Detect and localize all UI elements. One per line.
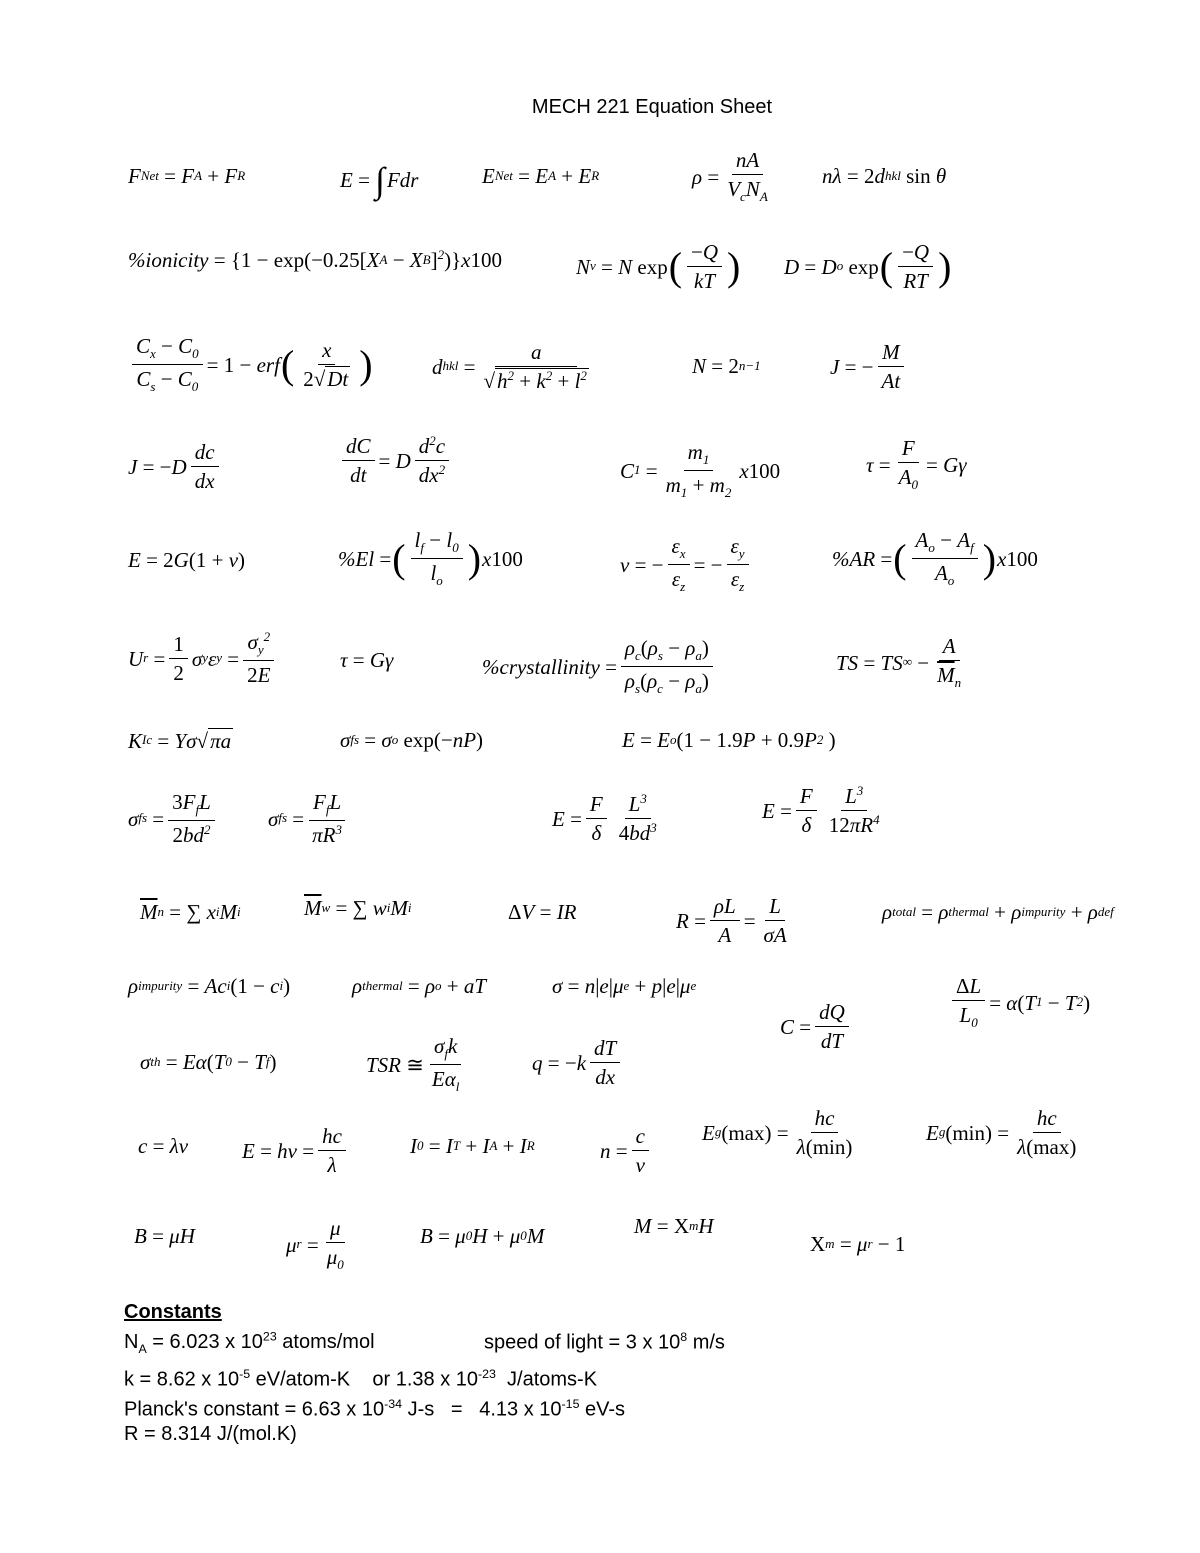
eq-refractive-index: n = $\frac{c}{\nu}$ bbox=[600, 1124, 653, 1177]
eq-shear-stress: τ = $\frac{F}{A_0}$ = Gγ bbox=[866, 436, 967, 493]
eq-flexural-strength-circular: σ fs = $\frac{F_fL}{\pi R^3}$ bbox=[268, 790, 350, 847]
eq-net-force: F Net = F A + F R bbox=[128, 164, 246, 188]
eq-magnetic-induction: B = μH bbox=[134, 1224, 195, 1248]
eq-percent-elongation: %El = ( $\frac{l_f - l_0}{l_o}$ ) x 100 bbox=[338, 528, 523, 589]
eq-heat-capacity: C = $\frac{dQ}{dT}$ bbox=[780, 1000, 853, 1053]
eq-flexural-modulus-circular: E = $\frac{F}{\delta}$ $\frac{L^3}{12\pi R^4}$ bbox=[762, 783, 880, 838]
eq-magnetic-induction-magnetization: B = μ 0 H + μ 0 M bbox=[420, 1224, 545, 1248]
eq-fick-second-law: $\frac{dC}{dt}$ = D $\frac{d^2c}{dx^2}$ bbox=[338, 434, 453, 487]
constants-heading: Constants bbox=[124, 1301, 222, 1323]
eq-thermal-stress: σ th = Eα ( T 0 − T f ) bbox=[140, 1050, 277, 1074]
eq-flexural-modulus-rectangular: E = $\frac{F}{\delta}$ $\frac{L^3}{4bd^3}$ bbox=[552, 791, 657, 846]
eq-density: ρ = $\frac{nA}{V_cN_A}$ bbox=[692, 148, 768, 205]
eq-bragg-law: nλ = 2 d hkl sin θ bbox=[822, 164, 947, 188]
eq-diffusivity: D = D o exp ( $\frac{-Q}{RT}$ ) bbox=[784, 240, 952, 294]
eq-light-intensity: I 0 = I T + I A + I R bbox=[410, 1134, 535, 1158]
eq-fracture-toughness: K Ic = Yσ √ πa bbox=[128, 728, 232, 753]
eq-wave-speed: c = λν bbox=[138, 1134, 189, 1158]
boltzmann-constant: k = 8.62 x $10^{-5}$ eV/atom-K or 1.38 x $10^{-23}$ J/atoms-K bbox=[124, 1366, 598, 1391]
eq-percent-ionicity: %ionicity = {1 − exp(−0.25[ X A − X B ]$^2$)} x 100 bbox=[128, 247, 502, 272]
eq-flux-mass: J = − $\frac{M}{At}$ bbox=[830, 340, 908, 393]
eq-ohms-law: Δ V = IR bbox=[508, 900, 577, 924]
constants-section bbox=[124, 1300, 725, 1446]
eq-band-gap-max: E g (max) = $\frac{hc}{\lambda(\min)}$ bbox=[702, 1106, 853, 1160]
eq-magnetic-susceptibility: X m = μ r − 1 bbox=[810, 1232, 906, 1256]
eq-weight-average-molecular-weight: $\overline{M}$ w = ∑ w i M i bbox=[304, 896, 412, 920]
eq-band-gap-min: E g (min) = $\frac{hc}{\lambda(\max)}$ bbox=[926, 1106, 1077, 1160]
eq-heat-flux: q = − k $\frac{dT}{dx}$ bbox=[532, 1036, 624, 1089]
eq-interplanar-spacing: d hkl = $\frac{a}{√h^2 + k^2 + l^2}$ bbox=[432, 340, 587, 394]
eq-vacancy-concentration: N v = N exp ( $\frac{-Q}{kT}$ ) bbox=[576, 240, 741, 294]
eq-modulus-of-resilience: U r = $\frac{1}{2}$ σ y ε y = $\frac{\sigma_y^2}{2E}$ bbox=[128, 630, 278, 687]
eq-impurity-resistivity: ρ impurity = Ac i (1 − c i ) bbox=[128, 974, 291, 998]
page-title: MECH 221 Equation Sheet bbox=[531, 96, 773, 118]
eq-grain-size-number: N = 2 n−1 bbox=[692, 354, 761, 378]
speed-of-light-constant: speed of light = 3 x $10^8$ m/s bbox=[484, 1329, 725, 1354]
eq-shear-stress-strain: τ = Gγ bbox=[340, 648, 394, 672]
eq-net-energy: E Net = E A + E R bbox=[482, 164, 600, 188]
eq-tensile-strength-molecular-weight: TS = TS ∞ − $\frac{A}{\overline{M}_n}$ bbox=[836, 634, 962, 691]
eq-energy-integral: E = ∫ Fdr bbox=[340, 160, 419, 200]
eq-percent-area-reduction: %AR = ( $\frac{A_o - A_f}{A_o}$ ) x 100 bbox=[832, 528, 1038, 589]
eq-poisson-ratio: ν = − $\frac{\varepsilon_x}{\varepsilon_z}$ = − $\frac{\varepsilon_y}{\varepsilon_z}$ bbox=[620, 534, 753, 595]
eq-flexural-strength-porosity: σ fs = σ o exp(− nP ) bbox=[340, 728, 484, 752]
eq-modulus-porosity: E = E o (1 − 1.9 P + 0.9 P 2 ) bbox=[622, 728, 836, 752]
eq-thermal-resistivity: ρ thermal = ρ o + aT bbox=[352, 974, 487, 998]
eq-flexural-strength-rectangular: σ fs = $\frac{3F_fL}{2bd^2}$ bbox=[128, 790, 219, 847]
eq-elastic-moduli-relation: E = 2 G (1 + ν ) bbox=[128, 548, 246, 572]
eq-number-average-molecular-weight: $\overline{M}$ n = ∑ x i M i bbox=[140, 900, 241, 924]
eq-magnetization: M = X m H bbox=[634, 1214, 714, 1238]
eq-thermal-shock-resistance: TSR ≅ $\frac{\sigma_fk}{E\alpha_l}$ bbox=[366, 1034, 460, 1095]
eq-weight-percent: C 1 = $\frac{m_1}{m_1 + m_2}$ x 100 bbox=[620, 440, 781, 501]
constant-row-avogadro bbox=[124, 1325, 725, 1362]
eq-resistance: R = $\frac{\rho L}{A}$ = $\frac{L}{\sigma A}$ bbox=[676, 894, 787, 948]
eq-fick-second-law-solution: $\frac{C_x - C_0}{C_s - C_0}$ = 1 − erf ( $\frac{x}{2√Dt}$ ) bbox=[128, 334, 374, 395]
eq-thermal-expansion: $\frac{\Delta L}{L_0}$ = α ( T 1 − T 2 ) bbox=[948, 974, 1090, 1031]
eq-total-resistivity: ρ total = ρ thermal + ρ impurity + ρ def bbox=[882, 900, 1114, 924]
eq-relative-permeability: μ r = $\frac{\mu}{\mu_0}$ bbox=[286, 1216, 344, 1273]
gas-constant: R = 8.314 J/(mol.K) bbox=[124, 1422, 297, 1445]
avogadro-constant: $N_A = 6.023$ x $10^{23}$ atoms/mol bbox=[124, 1329, 375, 1357]
eq-conductivity: σ = n | e | μ e + p | e | μ e bbox=[552, 974, 697, 998]
eq-photon-energy: E = hν = $\frac{hc}{\lambda}$ bbox=[242, 1124, 350, 1177]
planck-constant: Planck's constant = 6.63 x $10^{-34}$ J-s = 4.13 x $10^{-15}$ eV-s bbox=[124, 1396, 626, 1421]
eq-fick-first-law: J = − D $\frac{dc}{dx}$ bbox=[128, 440, 223, 493]
eq-percent-crystallinity: %crystallinity = $\frac{\rho_c(\rho_s - \rho_a)}{\rho_s(\rho_c - \rho_a)}$ bbox=[482, 636, 717, 697]
